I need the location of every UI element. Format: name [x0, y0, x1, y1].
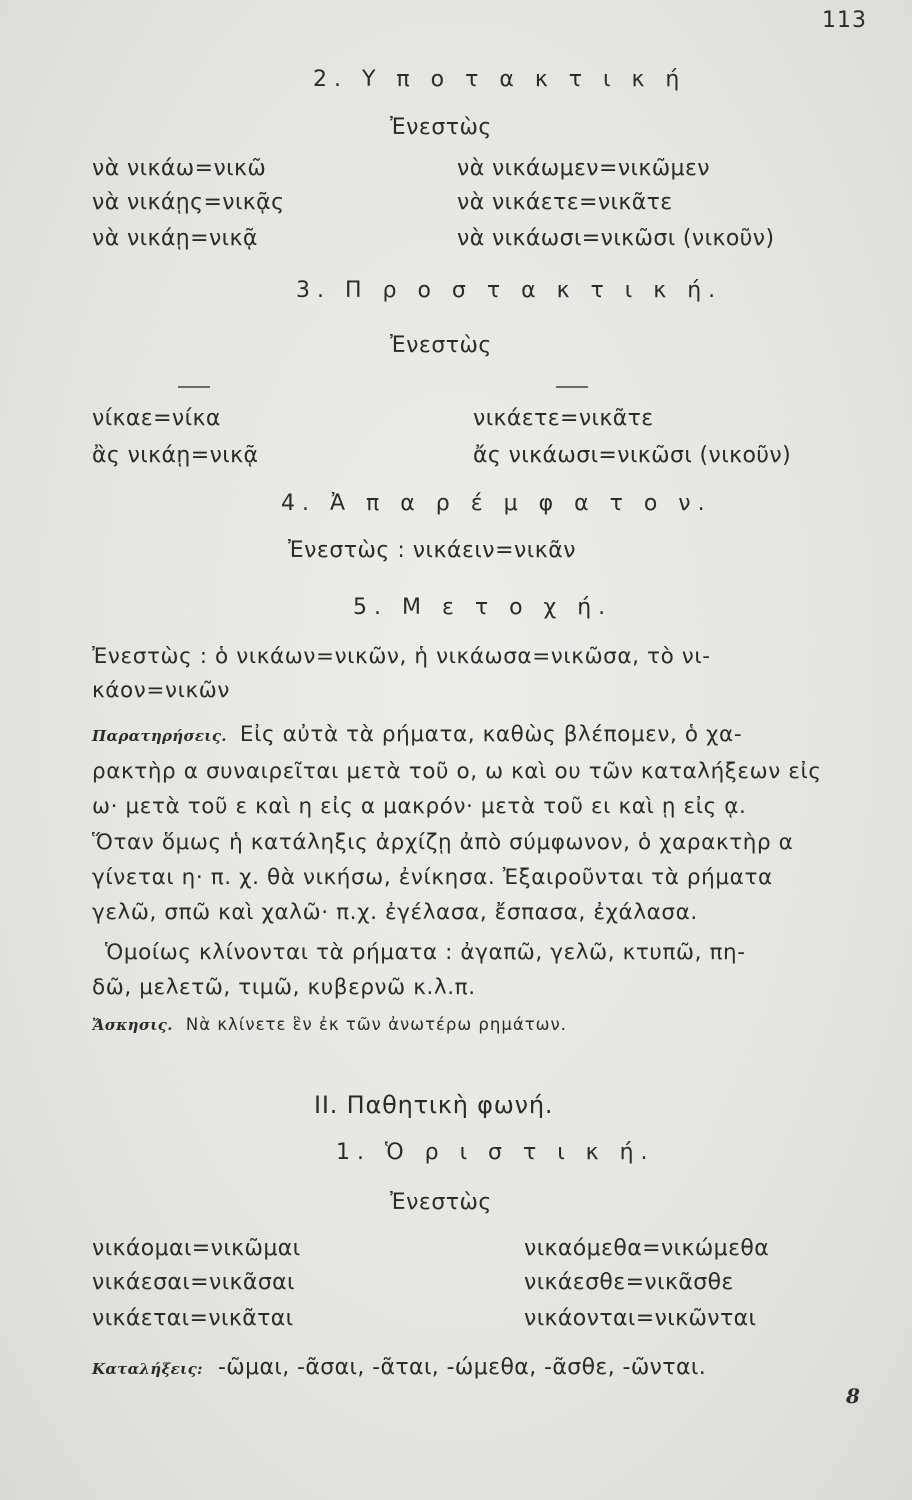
conjugation-row: νὰ νικάῃ=νικᾷ [92, 226, 258, 251]
tense-label-subjunctive: Ἐνεστὼς [390, 115, 492, 140]
section-heading-subjunctive: 2. Υ π ο τ α κ τ ι κ ή [313, 67, 687, 92]
section-heading-infinitive: 4. Ἀ π α ρ έ μ φ α τ ο ν. [281, 491, 712, 516]
conjugation-row: νικάομαι=νικῶμαι [92, 1236, 301, 1261]
conjugation-row: ἂς νικάῃ=νικᾷ [92, 443, 259, 468]
section-title-passive-voice: II. Παθητικὴ φωνή. [314, 1091, 554, 1119]
conjugation-row: νικάεσθε=νικᾶσθε [524, 1270, 734, 1295]
section-heading-imperative: 3. Π ρ ο σ τ α κ τ ι κ ή. [296, 278, 723, 303]
notes-line: Ὅταν ὅμως ἡ κατάληξις ἀρχίζῃ ἀπὸ σύμφωνον, ὁ χαρακτὴρ α [92, 830, 794, 855]
conjugation-row: νικάονται=νικῶνται [524, 1306, 757, 1331]
notes-line: δῶ, μελετῶ, τιμῶ, κυβερνῶ κ.λ.π. [92, 975, 476, 1000]
notes-line [92, 722, 742, 747]
endings-label: Καταλήξεις: [92, 1360, 203, 1378]
conjugation-row: νὰ νικάωσι=νικῶσι (νικοῦν) [457, 226, 775, 251]
empty-form-dash [178, 386, 210, 388]
conjugation-row: ἄς νικάωσι=νικῶσι (νικοῦν) [473, 443, 792, 468]
endings-text: -ῶμαι, -ᾶσαι, -ᾶται, -ώμεθα, -ᾶσθε, -ῶνται. [217, 1355, 707, 1380]
page-number: 113 [822, 8, 867, 33]
notes-line: γελῶ, σπῶ καὶ χαλῶ· π.χ. ἐγέλασα, ἔσπασα, ἐχάλασα. [92, 900, 698, 925]
empty-form-dash [556, 386, 588, 388]
participle-line: Ἐνεστὼς : ὁ νικάων=νικῶν, ἡ νικάωσα=νικῶσα, τὸ νι- [92, 644, 711, 669]
conjugation-row: νὰ νικάω=νικῶ [92, 156, 267, 181]
notes-line: ω· μετὰ τοῦ ε καὶ η εἰς α μακρόν· μετὰ τοῦ ει καὶ ῃ εἰς ᾳ. [92, 794, 747, 819]
infinitive-line: Ἐνεστὼς : νικάειν=νικᾶν [288, 538, 576, 563]
section-heading-participle: 5. Μ ε τ ο χ ή. [353, 595, 613, 620]
signature-mark: 8 [846, 1384, 860, 1408]
exercise-line [92, 1015, 567, 1034]
section-heading-indicative: 1. Ὁ ρ ι σ τ ι κ ή. [336, 1140, 655, 1165]
conjugation-row: νὰ νικάετε=νικᾶτε [457, 190, 673, 215]
endings-line [92, 1355, 706, 1380]
conjugation-row: νικάετε=νικᾶτε [473, 406, 654, 431]
notes-line: γίνεται η· π. χ. θὰ νικήσω, ἐνίκησα. Ἐξαιροῦνται τὰ ρήματα [92, 865, 773, 890]
exercise-label: Ἄσκησις. [92, 1016, 173, 1034]
conjugation-row: νίκαε=νίκα [92, 406, 221, 431]
notes-line: ρακτὴρ α συναιρεῖται μετὰ τοῦ ο, ω καὶ ου τῶν καταλήξεων εἰς [92, 759, 822, 784]
conjugation-row: νὰ νικάωμεν=νικῶμεν [457, 156, 710, 181]
conjugation-row: νικαόμεθα=νικώμεθα [524, 1236, 770, 1261]
notes-line: Ὁμοίως κλίνονται τὰ ρήματα : ἀγαπῶ, γελῶ, κτυπῶ, πη- [105, 940, 746, 965]
tense-label-imperative: Ἐνεστὼς [390, 333, 492, 358]
conjugation-row: νικάεται=νικᾶται [92, 1306, 294, 1331]
exercise-text: Νὰ κλίνετε ἓν ἐκ τῶν ἀνωτέρω ρημάτων. [185, 1015, 567, 1034]
conjugation-row: νὰ νικάῃς=νικᾷς [92, 190, 285, 215]
notes-label: Παρατηρήσεις. [92, 727, 227, 745]
conjugation-row: νικάεσαι=νικᾶσαι [92, 1270, 295, 1295]
notes-text: Εἰς αὐτὰ τὰ ρήματα, καθὼς βλέπομεν, ὁ χα- [239, 722, 743, 747]
participle-line: κάον=νικῶν [92, 678, 230, 703]
tense-label-passive: Ἐνεστὼς [390, 1190, 492, 1215]
